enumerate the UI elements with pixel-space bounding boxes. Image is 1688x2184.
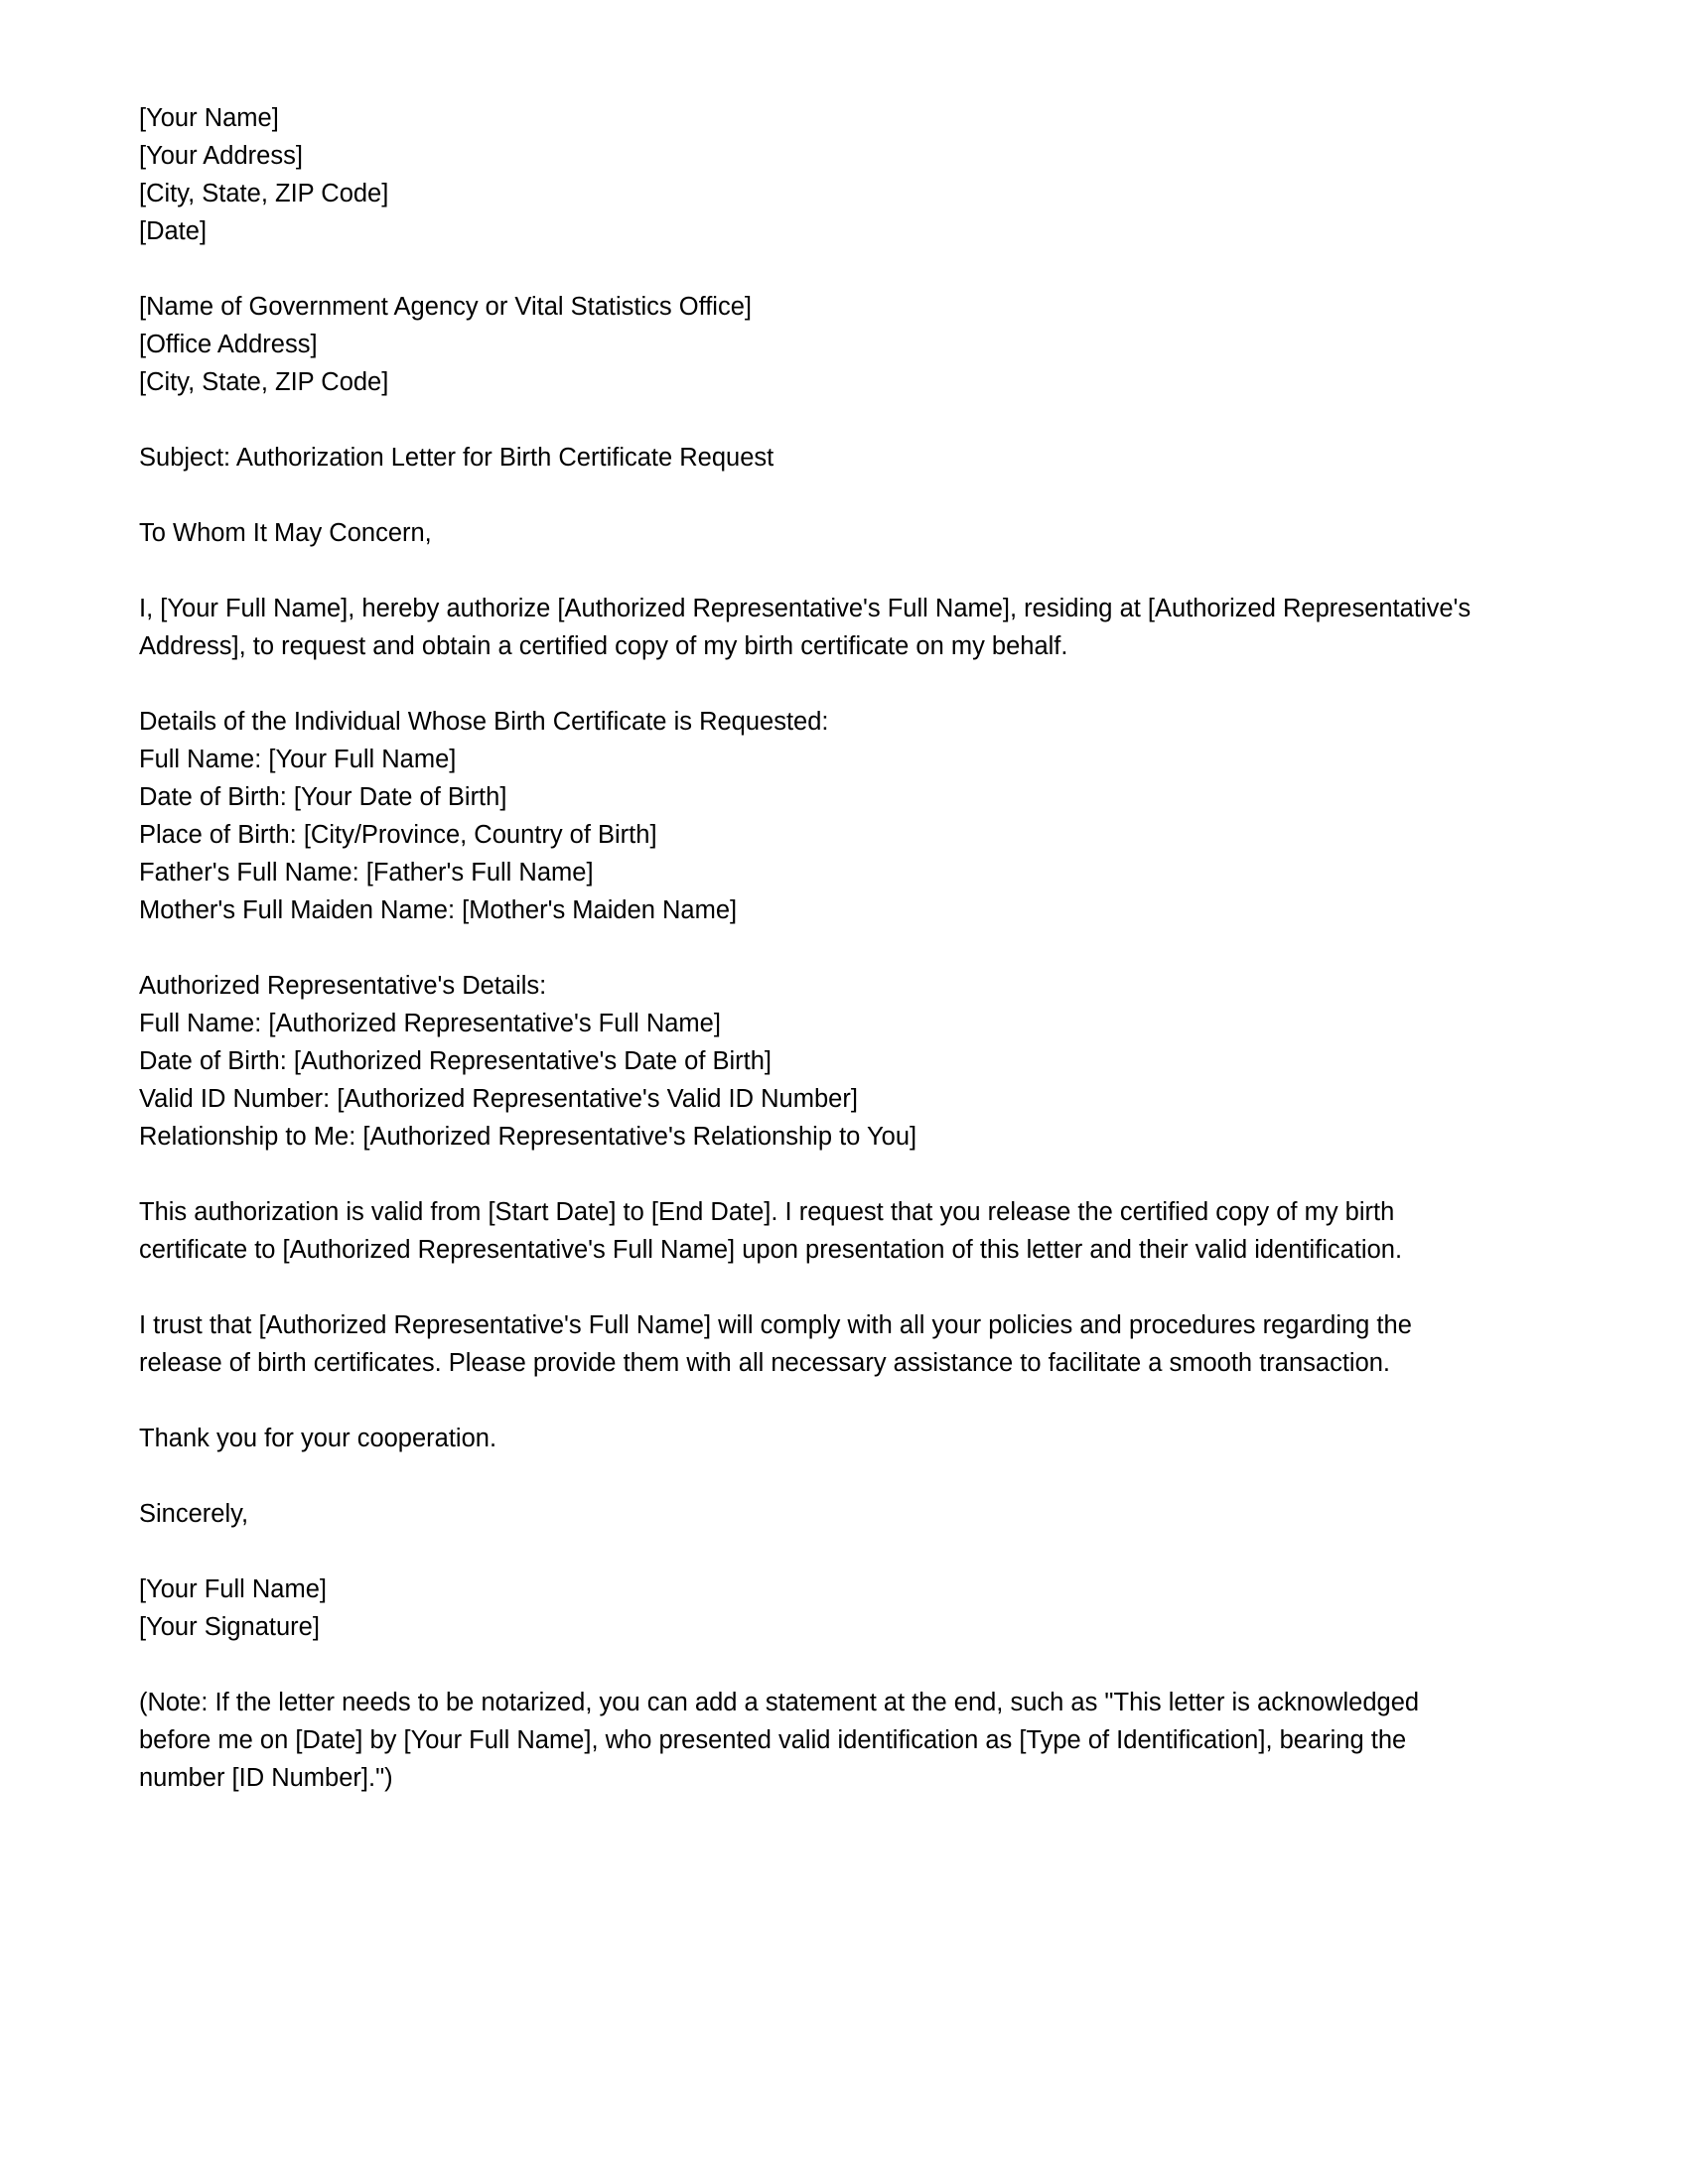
individual-details-block xyxy=(139,703,1484,929)
validity-paragraph: This authorization is valid from [Start Date] to [End Date]. I request that you release the certified copy of my birth certificate to [Authorized Representative's Full Name] upon presentation of this letter and their valid identification. xyxy=(139,1198,1403,1264)
representative-full-name: Full Name: [Authorized Representative's Full Name] xyxy=(139,1010,721,1037)
authorization-paragraph-block xyxy=(139,590,1484,665)
recipient-city-state-zip: [City, State, ZIP Code] xyxy=(139,368,389,396)
individual-details-heading: Details of the Individual Whose Birth Certificate is Requested: xyxy=(139,708,829,736)
closing-line: Sincerely, xyxy=(139,1500,249,1528)
thanks-line: Thank you for your cooperation. xyxy=(139,1425,497,1452)
thanks-block xyxy=(139,1420,1484,1457)
individual-full-name: Full Name: [Your Full Name] xyxy=(139,746,457,773)
individual-mother-maiden-name: Mother's Full Maiden Name: [Mother's Maiden Name] xyxy=(139,896,738,924)
letter-body xyxy=(139,99,1484,1797)
trust-paragraph: I trust that [Authorized Representative's Full Name] will comply with all your policies and procedures regarding the release of birth certificates. Please provide them with all necessary assistance to facilitate a smooth transaction. xyxy=(139,1311,1412,1377)
signature-placeholder: [Your Signature] xyxy=(139,1613,320,1641)
signature-full-name: [Your Full Name] xyxy=(139,1575,327,1603)
representative-date-of-birth: Date of Birth: [Authorized Representative's Date of Birth] xyxy=(139,1047,773,1075)
sender-city-state-zip: [City, State, ZIP Code] xyxy=(139,180,389,207)
recipient-address-block xyxy=(139,288,1484,401)
salutation-block xyxy=(139,514,1484,552)
subject-line: Subject: Authorization Letter for Birth Certificate Request xyxy=(139,444,774,472)
notarization-note-block xyxy=(139,1684,1484,1797)
representative-details-heading: Authorized Representative's Details: xyxy=(139,972,547,1000)
sender-name: [Your Name] xyxy=(139,104,279,132)
validity-paragraph-block xyxy=(139,1193,1484,1269)
subject-block xyxy=(139,439,1484,477)
sender-address-block xyxy=(139,99,1484,250)
representative-relationship: Relationship to Me: [Authorized Representative's Relationship to You] xyxy=(139,1123,917,1151)
individual-place-of-birth: Place of Birth: [City/Province, Country of Birth] xyxy=(139,821,657,849)
representative-valid-id-number: Valid ID Number: [Authorized Representative's Valid ID Number] xyxy=(139,1085,858,1113)
representative-details-block xyxy=(139,967,1484,1156)
individual-date-of-birth: Date of Birth: [Your Date of Birth] xyxy=(139,783,507,811)
salutation: To Whom It May Concern, xyxy=(139,519,432,547)
sender-address: [Your Address] xyxy=(139,142,303,170)
recipient-address: [Office Address] xyxy=(139,331,318,358)
notarization-note: (Note: If the letter needs to be notarized, you can add a statement at the end, such as "This letter is acknowledged before me on [Date] by [Your Full Name], who presented valid identification as [Type of Identification], bearing the number [ID Number].") xyxy=(139,1689,1420,1792)
recipient-agency: [Name of Government Agency or Vital Statistics Office] xyxy=(139,293,752,321)
individual-father-name: Father's Full Name: [Father's Full Name] xyxy=(139,859,594,887)
trust-paragraph-block xyxy=(139,1306,1484,1382)
closing-block xyxy=(139,1495,1484,1533)
authorization-paragraph: I, [Your Full Name], hereby authorize [Authorized Representative's Full Name], residing at [Authorized Representative's Address], to request and obtain a certified copy of my birth certificate on my behalf. xyxy=(139,595,1472,660)
letter-date: [Date] xyxy=(139,217,208,245)
signature-block xyxy=(139,1570,1484,1646)
